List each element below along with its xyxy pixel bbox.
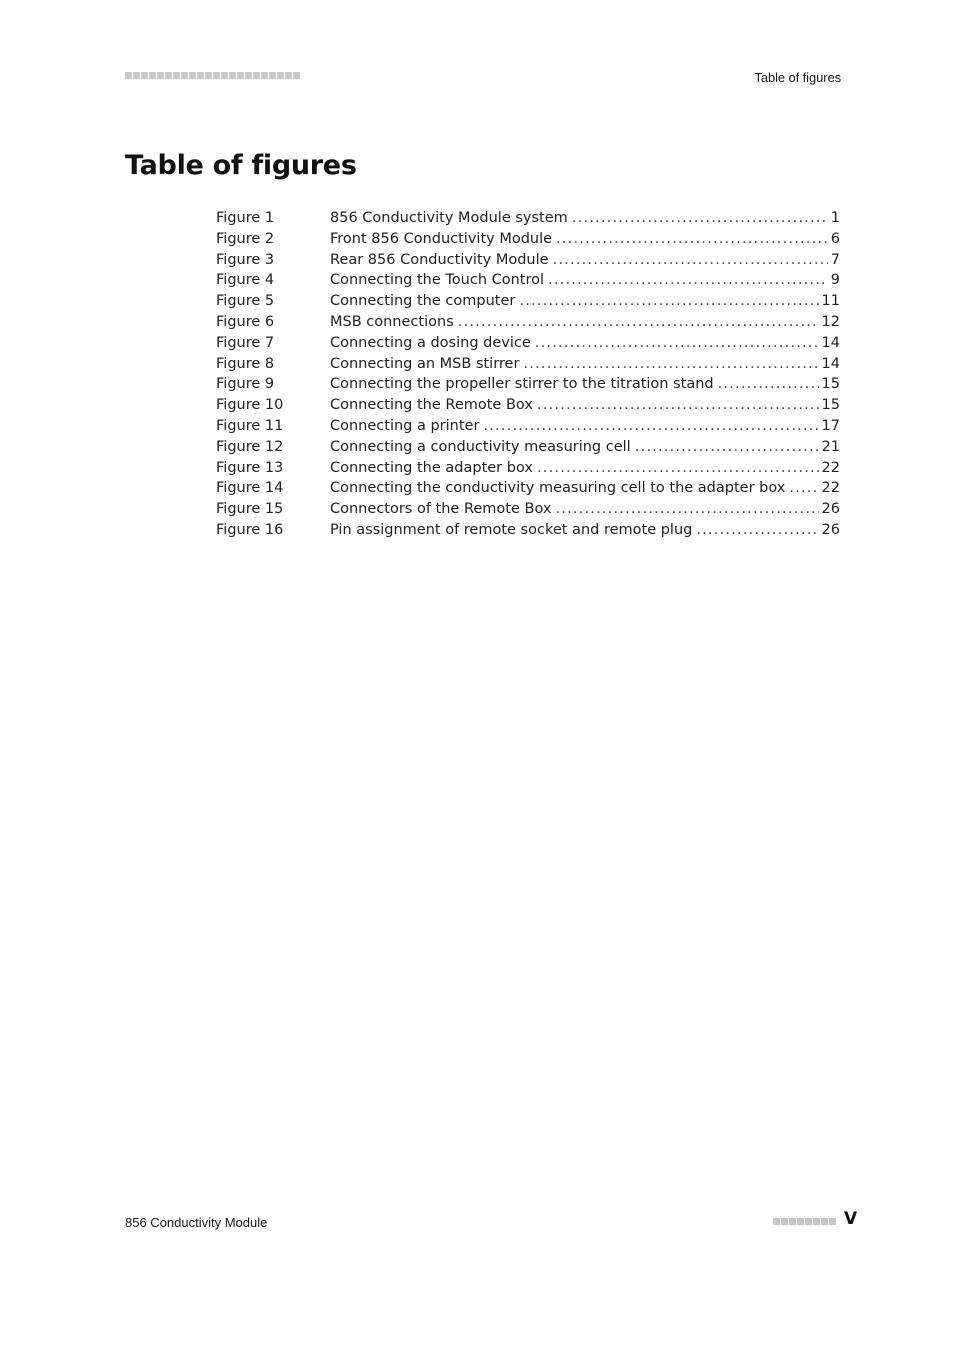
footer-document-title: 856 Conductivity Module xyxy=(125,1215,268,1230)
figure-label: Figure 13 xyxy=(216,459,284,476)
figure-title-wrap xyxy=(330,333,819,354)
figure-title-wrap xyxy=(330,374,819,395)
figure-page-number: 22 xyxy=(821,459,840,476)
figure-title: Connecting the adapter box xyxy=(330,458,537,479)
dot-leader xyxy=(555,499,818,520)
figure-title-wrap xyxy=(330,354,819,375)
header-decoration xyxy=(125,72,300,79)
figure-page-number: 12 xyxy=(821,313,840,330)
figure-title: Connecting a dosing device xyxy=(330,333,535,354)
figure-label: Figure 6 xyxy=(216,313,275,330)
toc-entry[interactable] xyxy=(216,416,840,437)
dot-leader xyxy=(519,291,818,312)
figure-page-number: 26 xyxy=(821,521,840,538)
figure-list xyxy=(216,208,840,541)
toc-entry[interactable] xyxy=(216,208,840,229)
figure-title-wrap xyxy=(330,291,819,312)
figure-label: Figure 7 xyxy=(216,334,275,351)
dot-leader xyxy=(458,312,819,333)
dot-leader xyxy=(572,208,828,229)
toc-entry[interactable] xyxy=(216,333,840,354)
figure-label: Figure 9 xyxy=(216,376,275,393)
figure-title: Pin assignment of remote socket and remote plug xyxy=(330,520,696,541)
figure-label: Figure 1 xyxy=(216,210,275,226)
figure-title-wrap xyxy=(330,478,819,499)
footer-decoration xyxy=(773,1218,836,1225)
figure-label: Figure 11 xyxy=(216,417,284,434)
figure-title: Connecting the computer xyxy=(330,291,519,312)
figure-title: Connecting a conductivity measuring cell xyxy=(330,437,635,458)
figure-label: Figure 12 xyxy=(216,438,284,455)
figure-label: Figure 15 xyxy=(216,501,284,518)
figure-page-number: 14 xyxy=(821,355,840,372)
figure-label: Figure 3 xyxy=(216,251,275,268)
figure-page-number: 15 xyxy=(821,376,840,393)
dot-leader xyxy=(718,374,819,395)
dot-leader xyxy=(548,270,828,291)
page-title: Table of figures xyxy=(125,150,357,181)
figure-title-wrap xyxy=(330,395,819,416)
dot-leader xyxy=(483,416,818,437)
dot-leader xyxy=(537,458,819,479)
figure-title: Connecting the propeller stirrer to the titration stand xyxy=(330,374,718,395)
figure-title: Front 856 Conductivity Module xyxy=(330,229,556,250)
figure-label: Figure 4 xyxy=(216,272,275,289)
figure-title-wrap xyxy=(330,312,819,333)
figure-title-wrap xyxy=(330,270,828,291)
toc-entry[interactable] xyxy=(216,520,840,541)
figure-label: Figure 14 xyxy=(216,480,284,497)
figure-title-wrap xyxy=(330,250,828,271)
dot-leader xyxy=(635,437,819,458)
figure-page-number: 21 xyxy=(821,438,840,455)
figure-page-number: 17 xyxy=(821,417,840,434)
figure-title-wrap xyxy=(330,229,828,250)
figure-title-wrap xyxy=(330,499,819,520)
dot-leader xyxy=(523,354,818,375)
toc-entry[interactable] xyxy=(216,354,840,375)
toc-entry[interactable] xyxy=(216,395,840,416)
figure-page-number: 7 xyxy=(830,251,840,268)
figure-title: Connecting the Remote Box xyxy=(330,395,537,416)
dot-leader xyxy=(553,250,828,271)
figure-page-number: 15 xyxy=(821,397,840,414)
figure-title-wrap xyxy=(330,208,828,229)
dot-leader xyxy=(535,333,819,354)
dot-leader xyxy=(537,395,819,416)
toc-entry[interactable] xyxy=(216,478,840,499)
toc-entry[interactable] xyxy=(216,499,840,520)
toc-entry[interactable] xyxy=(216,229,840,250)
figure-title: 856 Conductivity Module system xyxy=(330,208,572,229)
figure-title: Connecting an MSB stirrer xyxy=(330,354,523,375)
figure-title: Connecting a printer xyxy=(330,416,483,437)
dot-leader xyxy=(556,229,828,250)
toc-entry[interactable] xyxy=(216,374,840,395)
figure-title-wrap xyxy=(330,458,819,479)
figure-page-number: 26 xyxy=(821,501,840,518)
toc-entry[interactable] xyxy=(216,270,840,291)
page-number: V xyxy=(844,1209,858,1229)
figure-label: Figure 16 xyxy=(216,521,284,538)
toc-entry[interactable] xyxy=(216,312,840,333)
dot-leader xyxy=(789,478,818,499)
toc-entry[interactable] xyxy=(216,437,840,458)
figure-title: Connecting the Touch Control xyxy=(330,270,548,291)
figure-title: Rear 856 Conductivity Module xyxy=(330,250,553,271)
figure-label: Figure 8 xyxy=(216,355,275,372)
figure-page-number: 1 xyxy=(830,210,840,226)
figure-title-wrap xyxy=(330,416,819,437)
running-header: Table of figures xyxy=(754,70,841,85)
figure-page-number: 11 xyxy=(821,293,840,310)
toc-entry[interactable] xyxy=(216,458,840,479)
toc-entry[interactable] xyxy=(216,250,840,271)
figure-label: Figure 10 xyxy=(216,397,284,414)
dot-leader xyxy=(696,520,818,541)
figure-page-number: 14 xyxy=(821,334,840,351)
figure-title: MSB connections xyxy=(330,312,458,333)
figure-page-number: 6 xyxy=(830,230,840,247)
figure-page-number: 22 xyxy=(821,480,840,497)
figure-label: Figure 5 xyxy=(216,293,275,310)
figure-page-number: 9 xyxy=(830,272,840,289)
figure-title: Connectors of the Remote Box xyxy=(330,499,555,520)
figure-title: Connecting the conductivity measuring cell to the adapter box xyxy=(330,478,789,499)
figure-label: Figure 2 xyxy=(216,230,275,247)
figure-title-wrap xyxy=(330,520,819,541)
toc-entry[interactable] xyxy=(216,291,840,312)
figure-title-wrap xyxy=(330,437,819,458)
